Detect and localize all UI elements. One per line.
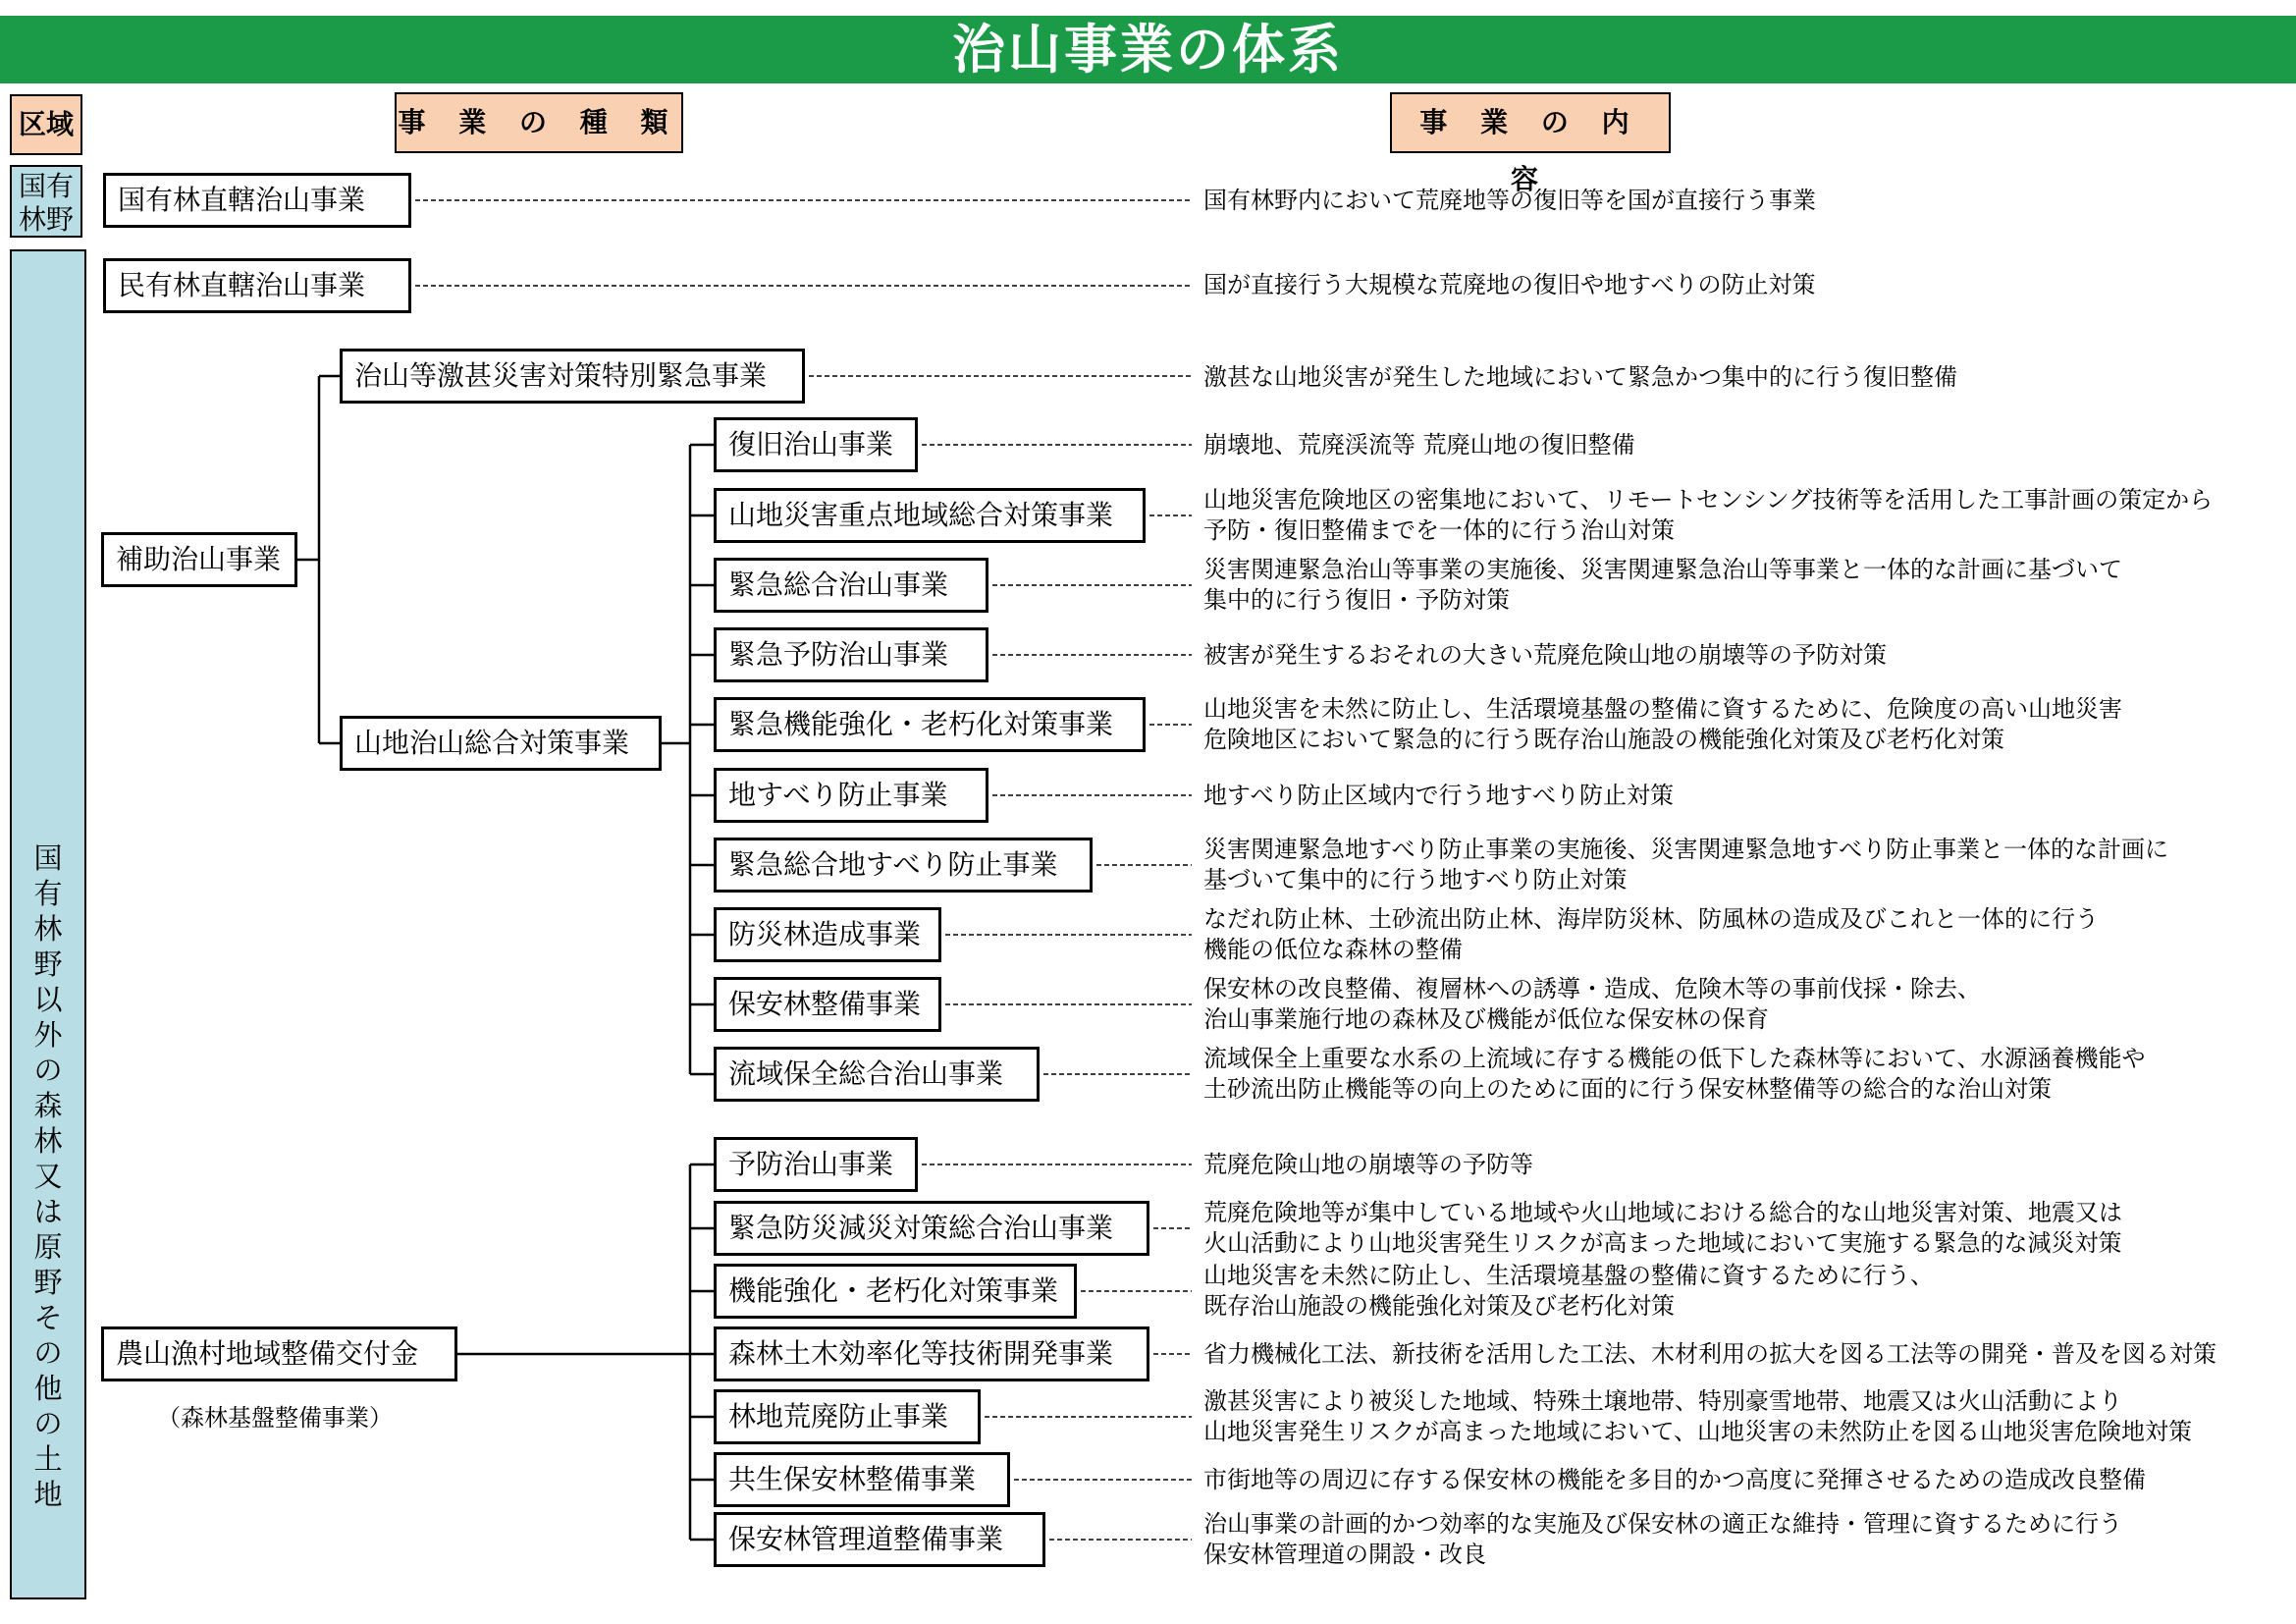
gekijin-label: 治山等激甚災害対策特別緊急事業 xyxy=(354,359,768,392)
region-minyu-char: 国 xyxy=(33,841,63,875)
sogo-item-desc xyxy=(1203,781,1674,811)
desc-minyu-chokkatsu xyxy=(1203,270,1816,300)
item-branch-connectors xyxy=(690,445,714,1540)
noson-item-box xyxy=(714,1264,1077,1319)
noson-item-label: 機能強化・老朽化対策事業 xyxy=(728,1274,1059,1307)
region-minyu-char: 又 xyxy=(33,1160,63,1193)
desc-line: 被害が発生するおそれの大きい荒廃危険山地の崩壊等の予防対策 xyxy=(1203,640,1887,669)
desc-line: 山地災害危険地区の密集地において、リモートセンシング技術等を活用した工事計画の策定から xyxy=(1203,486,2214,514)
sogo-item-desc xyxy=(1203,835,2168,895)
sanchi-sogo-label: 山地治山総合対策事業 xyxy=(354,727,630,759)
minyu-chokkatsu-label: 民有林直轄治山事業 xyxy=(118,269,366,301)
noson-item-desc xyxy=(1203,1509,2122,1570)
region-minyu-char: 外 xyxy=(33,1018,63,1052)
gekijin-box xyxy=(340,349,805,404)
desc-line: 国が直接行う大規模な荒廃地の復旧や地すべりの防止対策 xyxy=(1203,271,1816,298)
sogo-item-desc xyxy=(1203,485,2213,546)
sogo-item-label: 山地災害重点地域総合対策事業 xyxy=(728,499,1114,531)
region-minyu-char: の xyxy=(33,1407,63,1440)
region-kokuyu-line2: 林野 xyxy=(18,203,74,236)
header-project-content: 事 業 の 内 容 xyxy=(1390,92,1671,153)
desc-line: 治山事業施行地の森林及び機能が低位な保安林の保育 xyxy=(1203,1005,1769,1033)
sogo-item-desc xyxy=(1203,904,2099,965)
region-kokuyu-line1: 国有 xyxy=(18,170,74,202)
sogo-item-label: 流域保全総合治山事業 xyxy=(728,1057,1004,1090)
noson-item-box xyxy=(714,1201,1149,1256)
region-minyu-char: 他 xyxy=(33,1372,63,1405)
noson-item-label: 保安林管理道整備事業 xyxy=(728,1523,1004,1555)
desc-line: 市街地等の周辺に存する保安林の機能を多目的かつ高度に発揮させるための造成改良整備 xyxy=(1203,1465,2146,1493)
noson-item-desc xyxy=(1203,1198,2122,1259)
noson-note: （森林基盤整備事業） xyxy=(157,1404,393,1432)
desc-line: 災害関連緊急治山等事業の実施後、災害関連緊急治山等事業と一体的な計画に基づいて xyxy=(1203,556,2122,583)
sogo-item-label: 防災林造成事業 xyxy=(728,918,922,950)
noson-box xyxy=(101,1326,457,1381)
noson-item-label: 共生保安林整備事業 xyxy=(728,1463,977,1495)
region-minyu-char: 野 xyxy=(33,947,63,981)
noson-item-desc xyxy=(1203,1465,2146,1495)
desc-line: 激甚な山地災害が発生した地域において緊急かつ集中的に行う復旧整備 xyxy=(1203,363,1957,391)
desc-line: 保安林の改良整備、複層林への誘導・造成、危険木等の事前伐採・除去、 xyxy=(1203,975,1981,1002)
desc-line: 災害関連緊急地すべり防止事業の実施後、災害関連緊急地すべり防止事業と一体的な計画に xyxy=(1203,836,2169,863)
region-minyu-char: 原 xyxy=(33,1230,63,1264)
hojo-label: 補助治山事業 xyxy=(116,543,282,575)
sogo-item-desc xyxy=(1203,974,1981,1035)
sogo-item-box xyxy=(714,417,918,472)
sogo-item-label: 緊急機能強化・老朽化対策事業 xyxy=(728,708,1114,740)
sogo-item-label: 保安林整備事業 xyxy=(728,988,922,1020)
sogo-item-label: 緊急予防治山事業 xyxy=(728,638,949,671)
desc-line: 国有林野内において荒廃地等の復旧等を国が直接行う事業 xyxy=(1203,187,1816,214)
kokuyu-chokkatsu-box xyxy=(103,173,411,228)
noson-item-desc xyxy=(1203,1386,2192,1447)
header-region: 区域 xyxy=(10,94,82,155)
desc-line: 集中的に行う復旧・予防対策 xyxy=(1203,586,1510,614)
sogo-item-desc xyxy=(1203,1044,2146,1105)
region-minyu-char: 土 xyxy=(33,1442,63,1476)
sogo-item-desc xyxy=(1203,694,2122,755)
sogo-item-label: 緊急総合治山事業 xyxy=(728,568,949,601)
noson-item-label: 予防治山事業 xyxy=(728,1148,894,1180)
noson-item-desc xyxy=(1203,1339,2216,1370)
noson-label: 農山漁村地域整備交付金 xyxy=(116,1337,419,1370)
sogo-item-desc xyxy=(1203,555,2122,616)
sogo-item-box xyxy=(714,488,1146,543)
noson-item-label: 緊急防災減災対策総合治山事業 xyxy=(728,1212,1114,1244)
desc-line: 予防・復旧整備までを一体的に行う治山対策 xyxy=(1203,516,1675,544)
desc-line: 荒廃危険山地の崩壊等の予防等 xyxy=(1203,1150,1533,1178)
hojo-box xyxy=(101,532,297,587)
desc-line: 崩壊地、荒廃渓流等 荒廃山地の復旧整備 xyxy=(1203,430,1635,459)
region-minyu-char: は xyxy=(33,1195,63,1228)
sanchi-sogo-box xyxy=(340,716,662,771)
sogo-item-desc xyxy=(1203,640,1887,671)
desc-line: 既存治山施設の機能強化対策及び老朽化対策 xyxy=(1203,1292,1675,1320)
desc-line: 省力機械化工法、新技術を活用した工法、木材利用の拡大を図る工法等の開発・普及を図る対策 xyxy=(1203,1339,2216,1368)
desc-line: 危険地区において緊急的に行う既存治山施設の機能強化対策及び老朽化対策 xyxy=(1203,726,2004,753)
desc-line: 山地災害を未然に防止し、生活環境基盤の整備に資するために、危険度の高い山地災害 xyxy=(1203,695,2122,723)
sogo-item-label: 地すべり防止事業 xyxy=(728,779,948,811)
region-minyu-char: 林 xyxy=(33,912,63,946)
desc-line: 火山活動により山地災害発生リスクが高まった地域において実施する緊急的な減災対策 xyxy=(1203,1229,2122,1257)
desc-gekijin xyxy=(1203,362,1957,393)
region-minyu-char: 林 xyxy=(33,1124,63,1158)
noson-item-box xyxy=(714,1326,1149,1381)
region-minyu-char: そ xyxy=(33,1301,63,1334)
header-project-type: 事 業 の 種 類 xyxy=(395,92,683,153)
desc-line: 保安林管理道の開設・改良 xyxy=(1203,1541,1486,1568)
desc-line: 流域保全上重要な水系の上流域に存する機能の低下した森林等において、水源涵養機能や xyxy=(1203,1045,2146,1072)
sogo-item-box xyxy=(714,768,988,823)
desc-line: 山地災害発生リスクが高まった地域において、山地災害の未然防止を図る山地災害危険地対策 xyxy=(1203,1418,2193,1445)
noson-item-box xyxy=(714,1137,918,1192)
noson-item-desc xyxy=(1203,1261,1934,1322)
sogo-item-label: 緊急総合地すべり防止事業 xyxy=(728,848,1058,881)
sogo-item-box xyxy=(714,697,1146,752)
sogo-item-label: 復旧治山事業 xyxy=(728,428,894,460)
desc-line: なだれ防止林、土砂流出防止林、海岸防災林、防風林の造成及びこれと一体的に行う xyxy=(1203,905,2099,933)
desc-kokuyu-chokkatsu xyxy=(1203,186,1816,216)
desc-line: 機能の低位な森林の整備 xyxy=(1203,936,1463,963)
sogo-item-box xyxy=(714,907,941,962)
sogo-item-box xyxy=(714,627,988,682)
region-minyu-char: 有 xyxy=(33,877,63,910)
minyu-chokkatsu-box xyxy=(103,258,411,313)
kokuyu-chokkatsu-label: 国有林直轄治山事業 xyxy=(118,184,366,216)
noson-item-desc xyxy=(1203,1150,1533,1180)
desc-line: 荒廃危険地等が集中している地域や火山地域における総合的な山地災害対策、地震又は xyxy=(1203,1199,2122,1226)
sogo-item-box xyxy=(714,558,988,613)
sogo-item-box xyxy=(714,977,941,1032)
page-title: 治山事業の体系 xyxy=(0,16,2296,83)
noson-item-label: 林地荒廃防止事業 xyxy=(728,1400,949,1433)
sogo-item-box xyxy=(714,1047,1040,1102)
desc-line: 山地災害を未然に防止し、生活環境基盤の整備に資するために行う、 xyxy=(1203,1262,1934,1289)
region-minyu-char: 以 xyxy=(33,983,63,1016)
region-minyu-char: の xyxy=(33,1336,63,1370)
noson-item-box xyxy=(714,1512,1045,1567)
region-minyu-char: 地 xyxy=(33,1478,63,1511)
region-minyu-char: 野 xyxy=(33,1266,63,1299)
noson-item-label: 森林土木効率化等技術開発事業 xyxy=(728,1337,1114,1370)
region-minyu-char: の xyxy=(33,1054,63,1087)
sogo-item-box xyxy=(714,838,1093,893)
desc-line: 基づいて集中的に行う地すべり防止対策 xyxy=(1203,866,1628,893)
sogo-item-desc xyxy=(1203,430,1635,460)
desc-line: 土砂流出防止機能等の向上のために面的に行う保安林整備等の総合的な治山対策 xyxy=(1203,1075,2052,1103)
noson-item-box xyxy=(714,1389,981,1444)
desc-line: 治山事業の計画的かつ効率的な実施及び保安林の適正な維持・管理に資するために行う xyxy=(1203,1510,2122,1538)
region-minyu-char: 森 xyxy=(33,1089,63,1122)
desc-line: 激甚災害により被災した地域、特殊土壌地帯、特別豪雪地帯、地震又は火山活動により xyxy=(1203,1387,2122,1415)
desc-line: 地すべり防止区域内で行う地すべり防止対策 xyxy=(1203,781,1675,809)
noson-item-box xyxy=(714,1452,1010,1507)
